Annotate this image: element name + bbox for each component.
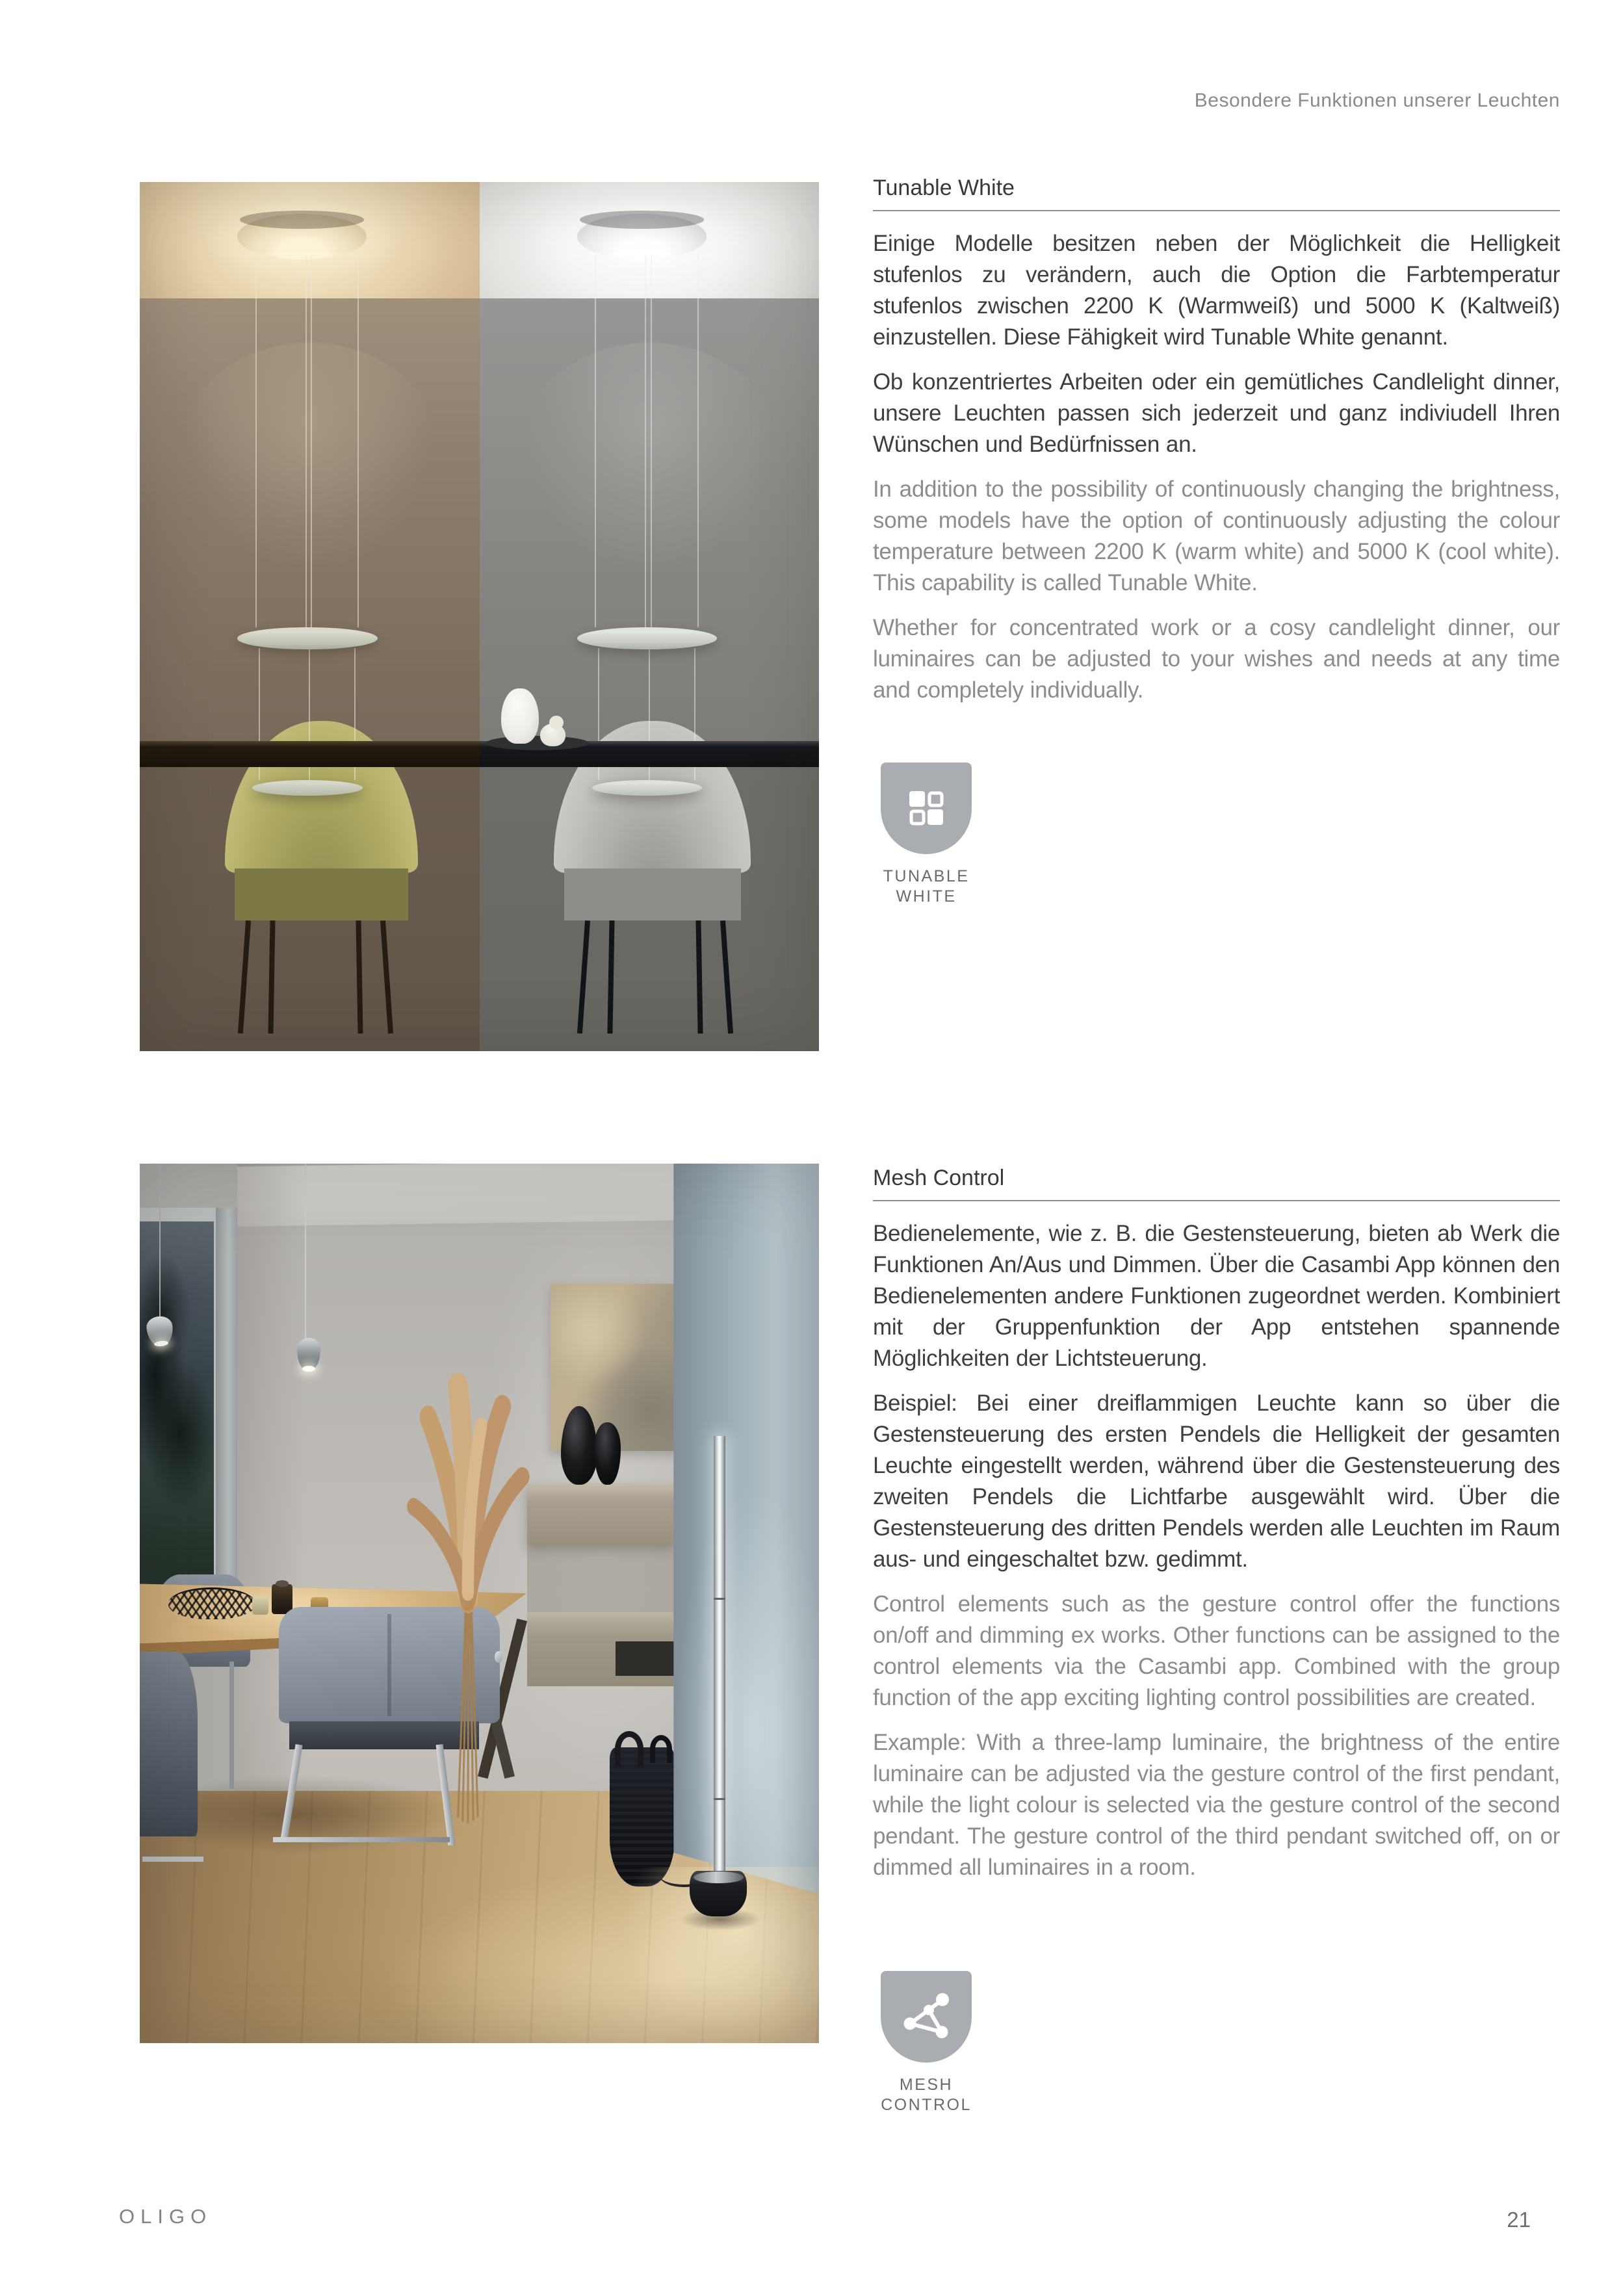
oligo-logo: OLIGO xyxy=(119,2205,213,2228)
page-header: Besondere Funktionen unserer Leuchten xyxy=(1194,90,1560,111)
badge-label-line1: TUNABLE xyxy=(883,867,970,885)
tunable-white-badge xyxy=(881,763,972,906)
section-title-mesh-control: Mesh Control xyxy=(873,1166,1005,1190)
mesh-control-section xyxy=(873,1166,1560,1897)
badge-label xyxy=(881,2075,972,2115)
paragraph-de: Beispiel: Bei einer dreiflammigen Leuchte kann so über die Gestensteuerung des ersten Pendels die Helligkeit der gesamten Leuchte eingestellt werden, während über die Gestensteuerung des zweiten Pendels die Lichtfarbe ausgewählt wird. Über die Gestensteuerung des dritten Pendels werden alle Leuchten im Raum aus- und eingeschaltet bzw. gedimmt. xyxy=(873,1390,1560,1572)
badge-label-line2: CONTROL xyxy=(881,2096,972,2114)
mesh-control-badge xyxy=(881,1971,972,2114)
photo-vignette xyxy=(140,1164,819,2043)
paragraph-en: Example: With a three-lamp luminaire, the brightness of the entire luminaire can be adjusted via the gesture control of the first pendant, while the light colour is selected via the gesture control of the second pendant. The gesture control of the third pendant switched off, on or dimmed all luminaires in a room. xyxy=(873,1730,1560,1880)
section-divider xyxy=(873,1200,1560,1201)
paragraph-en: In addition to the possibility of continuously changing the brightness, some models have the option of continuously adjusting the colour temperature between 2200 K (warm white) and 5000 K (cool white). This capability is called Tunable White. xyxy=(873,476,1560,595)
badge-label-line2: WHITE xyxy=(896,887,957,906)
paragraph-en: Control elements such as the gesture control offer the functions on/off and dimming ex works. Other functions can be assigned to the control elements via the Casambi app. Combined with the group function of the app exciting lighting control possibilities are created. xyxy=(873,1591,1560,1710)
mesh-control-room-photo xyxy=(140,1164,819,2043)
badge-label xyxy=(883,867,970,907)
page-number: 21 xyxy=(1507,2208,1531,2232)
tunable-white-squares-icon xyxy=(881,763,972,854)
paragraph-en: Whether for concentrated work or a cosy candlelight dinner, our luminaires can be adjusted to your wishes and needs at any time and completely individually. xyxy=(873,615,1560,703)
tunable-white-section xyxy=(873,176,1560,720)
badge-label-line1: MESH xyxy=(899,2076,954,2094)
paragraph-de: Bedienelemente, wie z. B. die Gestensteuerung, bieten ab Werk die Funktionen An/Aus und Dimmen. Über die Casambi App können den Bedienelementen andere Funktionen zugeordnet werden. Kombiniert mit der Gruppenfunktion der App entstehen spannende Möglichkeiten der Lichtsteuerung. xyxy=(873,1221,1560,1371)
squares-glyph xyxy=(881,763,972,854)
paragraph-de: Einige Modelle besitzen neben der Möglichkeit die Helligkeit stufenlos zu verändern, auch die Option die Farbtemperatur stufenlos zwischen 2200 K (Warmweiß) und 5000 K (Kaltweiß) einzustellen. Diese Fähigkeit wird Tunable White genannt. xyxy=(873,231,1560,350)
photo-vignette xyxy=(140,182,819,1051)
section-title-tunable-white: Tunable White xyxy=(873,176,1015,200)
mesh-network-icon xyxy=(881,1971,972,2063)
tunable-white-comparison-photo xyxy=(140,182,819,1051)
paragraph-de: Ob konzentriertes Arbeiten oder ein gemütliches Candlelight dinner, unsere Leuchten passen sich jederzeit und ganz indiviudell Ihren Wünschen und Bedürfnissen an. xyxy=(873,369,1560,457)
section-divider xyxy=(873,210,1560,211)
mesh-glyph xyxy=(881,1971,972,2063)
